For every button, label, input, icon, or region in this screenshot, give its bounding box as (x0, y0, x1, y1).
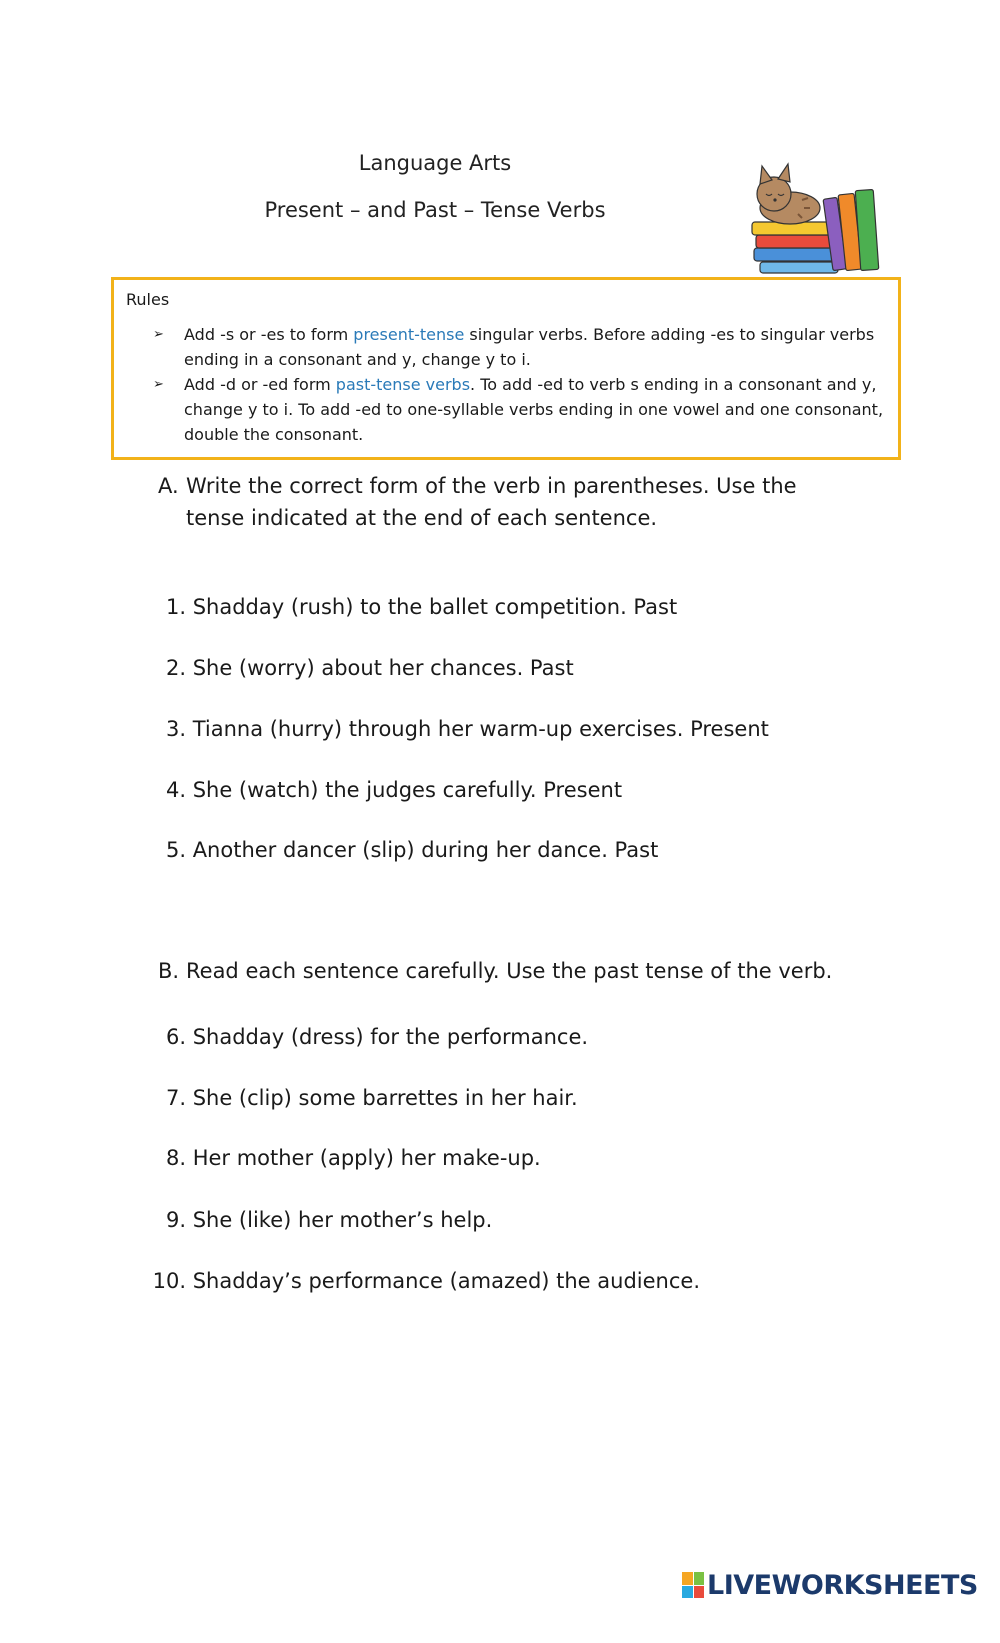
list-item: 6. Shadday (dress) for the performance. (165, 1025, 589, 1049)
list-item: 4. She (watch) the judges carefully. Present (165, 778, 623, 802)
rules-heading: Rules (126, 290, 170, 309)
list-item: 10. Shadday’s performance (amazed) the audience. (152, 1269, 700, 1293)
liveworksheets-logo-icon (682, 1572, 704, 1598)
list-item: 7. She (clip) some barrettes in her hair. (165, 1086, 578, 1110)
arrow-bullet-icon: ➢ (153, 377, 164, 392)
list-item: 5. Another dancer (slip) during her dance. Past (165, 838, 659, 862)
present-tense-highlight: present-tense (353, 325, 465, 344)
rule-1: ➢ Add -s or -es to form present-tense singular verbs. Before adding -es to singular verbs ending in a consonant and y, change y to i. (184, 322, 884, 372)
section-b-label: B. (158, 959, 180, 983)
page-title: Language Arts (358, 151, 512, 175)
list-item: 8. Her mother (apply) her make-up. (165, 1146, 541, 1170)
section-b-instruction: B. Read each sentence carefully. Use the past tense of the verb. (158, 955, 848, 987)
past-tense-highlight: past-tense verbs (335, 375, 471, 394)
section-a-instruction: A. Write the correct form of the verb in parentheses. Use the tense indicated at the end of each sentence. (158, 470, 848, 534)
section-a-label: A. (158, 474, 179, 498)
rule-2: ➢ Add -d or -ed form past-tense verbs. To add -ed to verb s ending in a consonant and y, change y to i. To add -ed to one-syllable verbs ending in one vowel and one consonant, double the consonant. (184, 372, 884, 447)
page-subtitle: Present – and Past – Tense Verbs (264, 198, 606, 222)
list-item: 9. She (like) her mother’s help. (165, 1208, 493, 1232)
cat-on-books-icon (742, 158, 898, 282)
list-item: 1. Shadday (rush) to the ballet competition. Past (165, 595, 678, 619)
logo-text: LIVEWORKSHEETS (707, 1569, 978, 1601)
rules-box (111, 277, 901, 460)
arrow-bullet-icon: ➢ (153, 327, 164, 342)
list-item: 2. She (worry) about her chances. Past (165, 656, 574, 680)
liveworksheets-logo[interactable] (682, 1570, 978, 1600)
list-item: 3. Tianna (hurry) through her warm-up exercises. Present (165, 717, 769, 741)
